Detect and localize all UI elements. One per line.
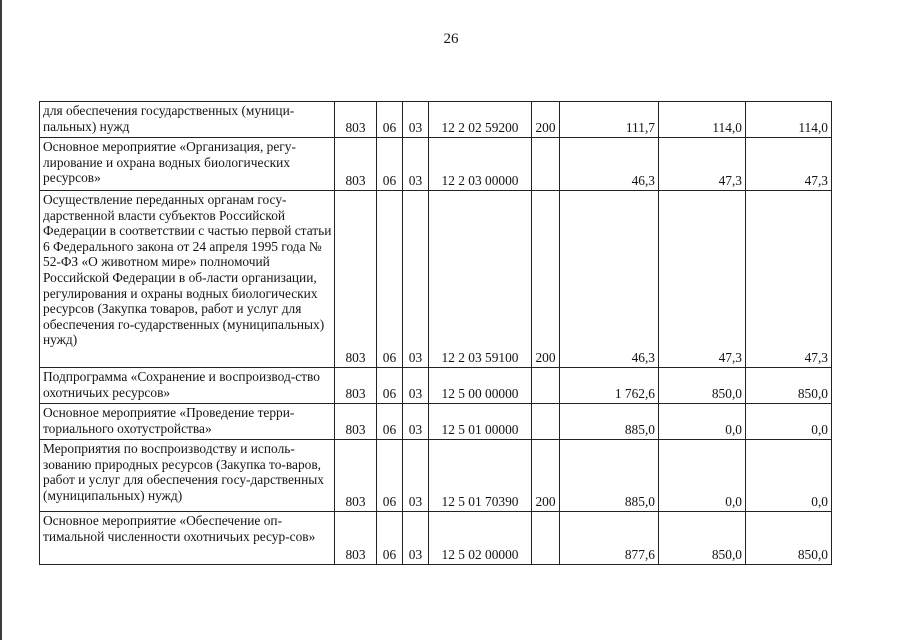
amount-year3-cell: 0,0 <box>746 440 832 512</box>
budget-table <box>39 101 832 565</box>
ministry-code-cell: 803 <box>335 191 377 368</box>
amount-year1-cell: 46,3 <box>560 138 659 191</box>
amount-year3-cell: 850,0 <box>746 512 832 565</box>
expense-type-cell <box>532 404 560 440</box>
amount-year1-cell: 877,6 <box>560 512 659 565</box>
expense-type-cell: 200 <box>532 102 560 138</box>
ministry-code-cell: 803 <box>335 102 377 138</box>
subsection-code-cell: 03 <box>403 138 429 191</box>
section-code-cell: 06 <box>377 368 403 404</box>
target-article-cell: 12 2 03 59100 <box>429 191 532 368</box>
row-name-cell: Осуществление переданных органам госу-дарственной власти субъектов Российской Федерации в соответствии с частью первой статьи 6 Федерального закона от 24 апреля 1995 года № 52-ФЗ «О животном мире» полномочий Российской Федерации в об-ласти организации, регулирования и охраны водных биологических ресурсов (Закупка товаров, работ и услуг для обеспечения го-сударственных (муниципальных) нужд) <box>40 191 335 368</box>
amount-year1-cell: 111,7 <box>560 102 659 138</box>
amount-year3-cell: 114,0 <box>746 102 832 138</box>
target-article-cell: 12 2 02 59200 <box>429 102 532 138</box>
row-name-cell: для обеспечения государственных (муници-пальных) нужд <box>40 102 335 138</box>
table-row <box>40 512 832 565</box>
target-article-cell: 12 5 01 70390 <box>429 440 532 512</box>
table-row <box>40 404 832 440</box>
expense-type-cell: 200 <box>532 191 560 368</box>
expense-type-cell <box>532 138 560 191</box>
amount-year2-cell: 850,0 <box>659 512 746 565</box>
section-code-cell: 06 <box>377 404 403 440</box>
row-name-cell: Мероприятия по воспроизводству и исполь-зованию природных ресурсов (Закупка то-варов, работ и услуг для обеспечения госу-дарственных (муниципальных) нужд) <box>40 440 335 512</box>
ministry-code-cell: 803 <box>335 138 377 191</box>
subsection-code-cell: 03 <box>403 512 429 565</box>
row-name-cell: Основное мероприятие «Обеспечение оп-тимальной численности охотничьих ресур-сов» <box>40 512 335 565</box>
amount-year1-cell: 885,0 <box>560 404 659 440</box>
amount-year3-cell: 47,3 <box>746 191 832 368</box>
amount-year3-cell: 0,0 <box>746 404 832 440</box>
section-code-cell: 06 <box>377 191 403 368</box>
subsection-code-cell: 03 <box>403 191 429 368</box>
amount-year2-cell: 0,0 <box>659 440 746 512</box>
target-article-cell: 12 5 01 00000 <box>429 404 532 440</box>
row-name-cell: Основное мероприятие «Проведение терри-ториального охотустройства» <box>40 404 335 440</box>
amount-year3-cell: 47,3 <box>746 138 832 191</box>
amount-year2-cell: 114,0 <box>659 102 746 138</box>
amount-year2-cell: 0,0 <box>659 404 746 440</box>
target-article-cell: 12 5 00 00000 <box>429 368 532 404</box>
amount-year1-cell: 46,3 <box>560 191 659 368</box>
ministry-code-cell: 803 <box>335 512 377 565</box>
table-row <box>40 138 832 191</box>
ministry-code-cell: 803 <box>335 440 377 512</box>
section-code-cell: 06 <box>377 138 403 191</box>
amount-year2-cell: 47,3 <box>659 191 746 368</box>
subsection-code-cell: 03 <box>403 440 429 512</box>
section-code-cell: 06 <box>377 440 403 512</box>
expense-type-cell <box>532 368 560 404</box>
section-code-cell: 06 <box>377 102 403 138</box>
expense-type-cell <box>532 512 560 565</box>
row-name-cell: Основное мероприятие «Организация, регу-лирование и охрана водных биологических ресурсов» <box>40 138 335 191</box>
ministry-code-cell: 803 <box>335 404 377 440</box>
table-row <box>40 191 832 368</box>
amount-year2-cell: 47,3 <box>659 138 746 191</box>
amount-year1-cell: 885,0 <box>560 440 659 512</box>
amount-year2-cell: 850,0 <box>659 368 746 404</box>
row-name-cell: Подпрограмма «Сохранение и воспроизвод-ство охотничьих ресурсов» <box>40 368 335 404</box>
scan-left-edge <box>0 0 2 640</box>
target-article-cell: 12 2 03 00000 <box>429 138 532 191</box>
table-row <box>40 440 832 512</box>
subsection-code-cell: 03 <box>403 404 429 440</box>
table-row <box>40 368 832 404</box>
page-number: 26 <box>443 31 459 47</box>
expense-type-cell: 200 <box>532 440 560 512</box>
target-article-cell: 12 5 02 00000 <box>429 512 532 565</box>
ministry-code-cell: 803 <box>335 368 377 404</box>
amount-year1-cell: 1 762,6 <box>560 368 659 404</box>
table-row <box>40 102 832 138</box>
section-code-cell: 06 <box>377 512 403 565</box>
amount-year3-cell: 850,0 <box>746 368 832 404</box>
subsection-code-cell: 03 <box>403 368 429 404</box>
subsection-code-cell: 03 <box>403 102 429 138</box>
